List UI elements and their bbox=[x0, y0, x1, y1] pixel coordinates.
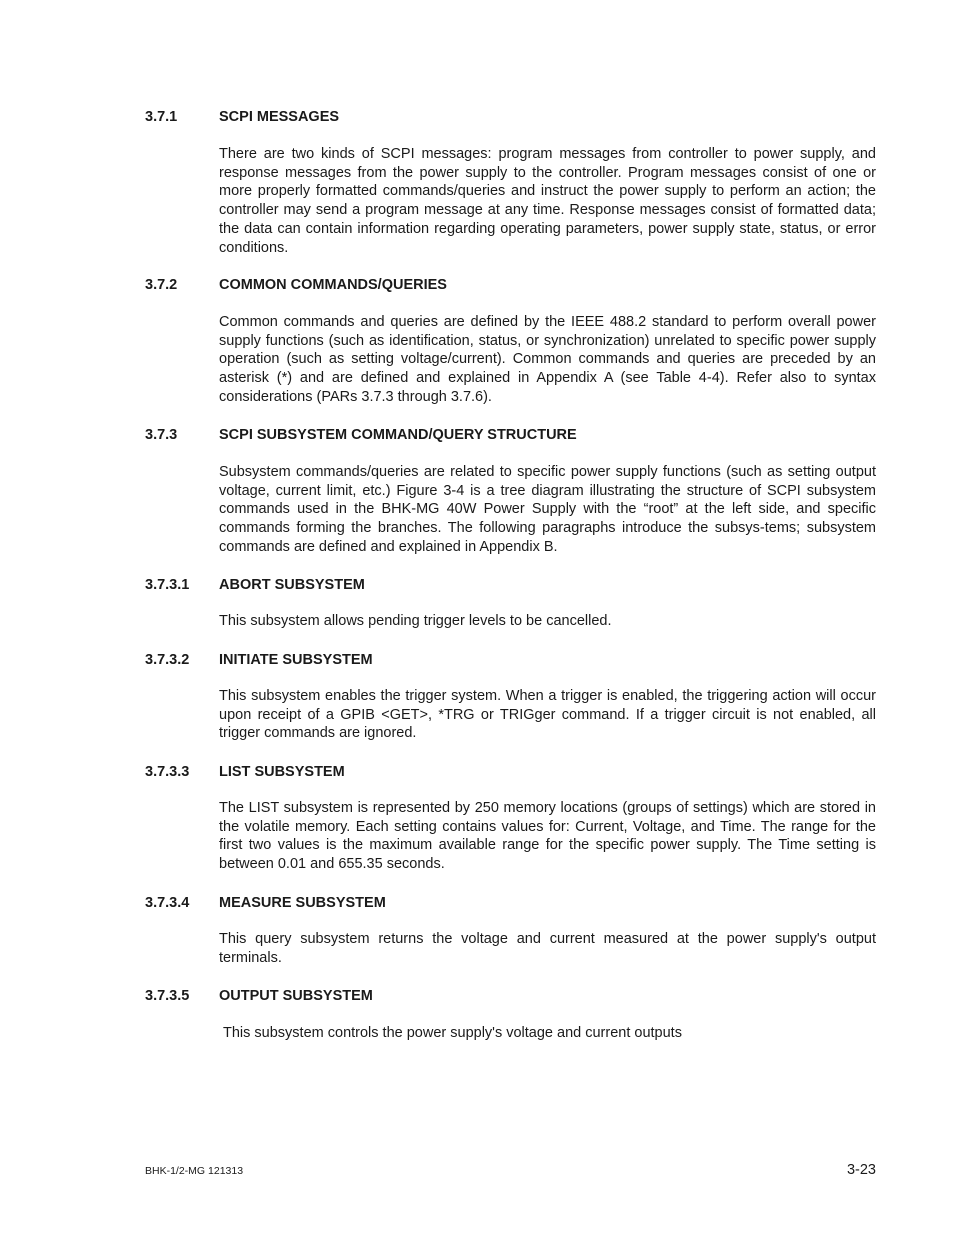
section-title: OUTPUT SUBSYSTEM bbox=[219, 988, 373, 1004]
section-heading-3-7-3-4 bbox=[145, 894, 386, 912]
section-body-3-7-3-4: This query subsystem returns the voltage and current measured at the power supply's output terminals. bbox=[219, 931, 876, 966]
section-body-3-7-2: Common commands and queries are defined by the IEEE 488.2 standard to perform overall power supply functions (such as identification, status, or synchronization) unrelated to specific power supply operation (such as setting voltage/current). Common commands and queries are preceded by an asterisk (*) and are defined and explained in Appendix A (see Table 4-4). Refer also to syntax considerations (PARs 3.7.3 through 3.7.6). bbox=[219, 314, 876, 405]
section-body-3-7-3-2: This subsystem enables the trigger system. When a trigger is enabled, the triggering action will occur upon receipt of a GPIB <GET>, *TRG or TRIGger command. If a trigger circuit is not enabled, all trigger commands are ignored. bbox=[219, 688, 876, 742]
section-number: 3.7.1 bbox=[145, 109, 178, 125]
section-title: ABORT SUBSYSTEM bbox=[219, 577, 365, 593]
section-number: 3.7.3 bbox=[145, 427, 178, 443]
section-number: 3.7.3.1 bbox=[145, 577, 190, 593]
section-number: 3.7.3.5 bbox=[145, 988, 190, 1004]
section-title: INITIATE SUBSYSTEM bbox=[219, 652, 373, 668]
footer-doc-id: BHK-1/2-MG 121313 bbox=[145, 1165, 244, 1177]
section-title: LIST SUBSYSTEM bbox=[219, 764, 345, 780]
section-heading-3-7-3-1 bbox=[145, 576, 365, 594]
section-title: COMMON COMMANDS/QUERIES bbox=[219, 277, 447, 293]
section-number: 3.7.3.2 bbox=[145, 652, 190, 668]
section-heading-3-7-1 bbox=[145, 108, 339, 126]
section-heading-3-7-3-5 bbox=[145, 987, 373, 1005]
section-body-3-7-1: There are two kinds of SCPI messages: program messages from controller to power supply, and response messages from the power supply to the controller. Program messages consist of one or more properly formatted commands/queries and instruct the power supply to perform an action; the controller may send a program message at any time. Response messages consist of formatted data; the data can contain information regarding operating parameters, power supply state, status, or error conditions. bbox=[219, 146, 876, 256]
section-heading-3-7-3-3 bbox=[145, 763, 345, 781]
section-title: SCPI SUBSYSTEM COMMAND/QUERY STRUCTURE bbox=[219, 427, 577, 443]
section-number: 3.7.3.3 bbox=[145, 764, 190, 780]
section-body-3-7-3-3: The LIST subsystem is represented by 250 memory locations (groups of settings) which are stored in the volatile memory. Each setting contains values for: Current, Voltage, and Time. The range for the first two values is the maximum available range for the specific power supply. The Time setting is between 0.01 and 655.35 seconds. bbox=[219, 800, 876, 873]
section-body-3-7-3-1: This subsystem allows pending trigger levels to be cancelled. bbox=[219, 613, 612, 629]
section-title: SCPI MESSAGES bbox=[219, 109, 340, 125]
section-heading-3-7-3 bbox=[145, 426, 577, 444]
section-number: 3.7.2 bbox=[145, 277, 178, 293]
section-title: MEASURE SUBSYSTEM bbox=[219, 895, 386, 911]
footer-page-number: 3-23 bbox=[846, 1162, 876, 1178]
section-body-3-7-3-5: This subsystem controls the power supply's voltage and current outputs bbox=[223, 1025, 682, 1041]
section-body-3-7-3: Subsystem commands/queries are related to specific power supply functions (such as setting output voltage, current limit, etc.) Figure 3-4 is a tree diagram illustrating the structure of SCPI subsystem commands used in the BHK-MG 40W Power Supply with the “root” at the left side, and specific commands forming the branches. The following paragraphs introduce the subsys-tems; subsystem commands are defined and explained in Appendix B. bbox=[219, 464, 876, 555]
section-heading-3-7-2 bbox=[145, 276, 447, 294]
section-heading-3-7-3-2 bbox=[145, 651, 373, 669]
section-number: 3.7.3.4 bbox=[145, 895, 190, 911]
